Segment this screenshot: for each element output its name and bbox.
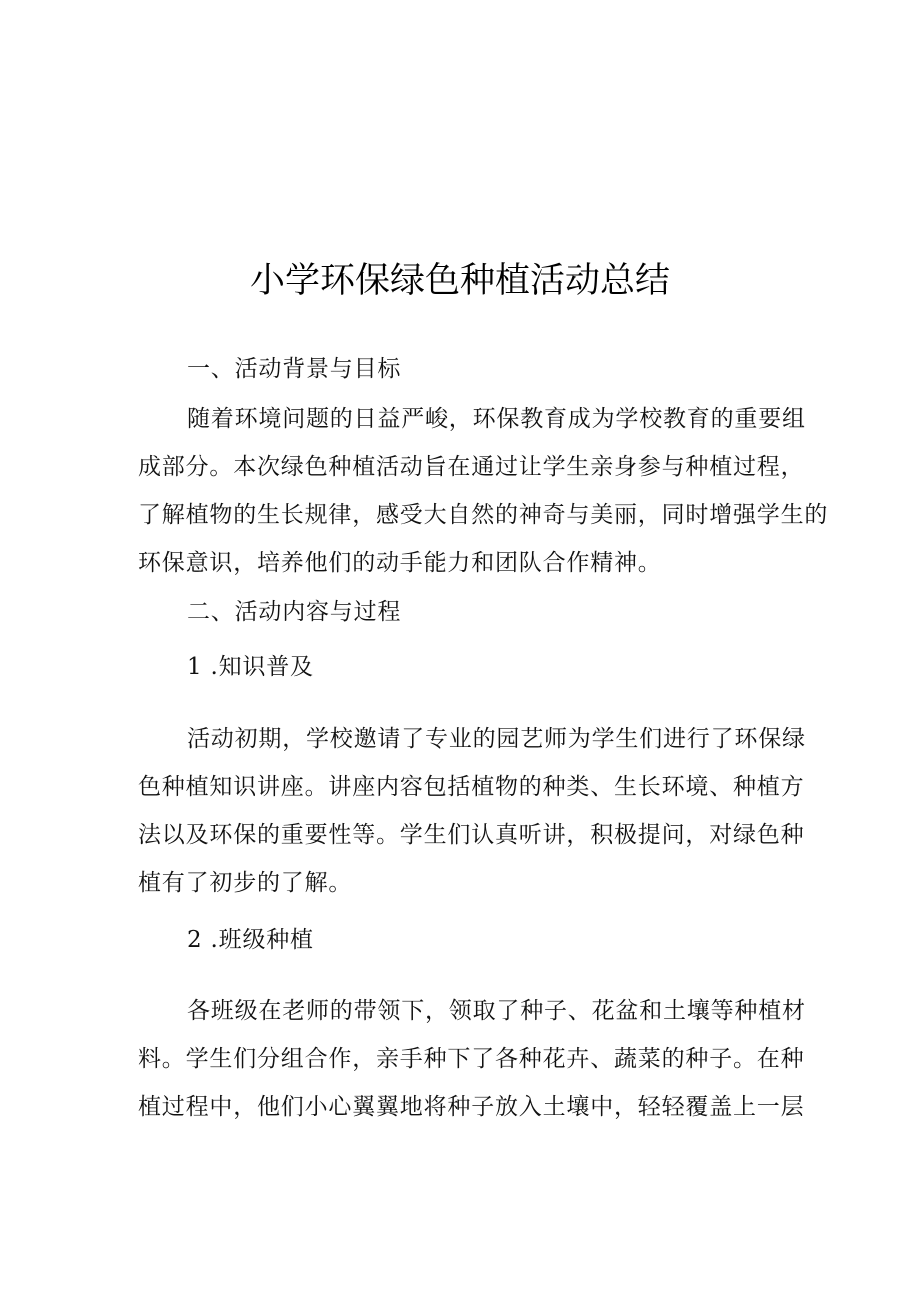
- section-heading: 二、活动内容与过程: [187, 599, 402, 625]
- paragraph-line: 随着环境问题的日益严峻，环保教育成为学校教育的重要组: [187, 406, 806, 432]
- paragraph-line: 了解植物的生长规律，感受大自然的神奇与美丽，同时增强学生的: [138, 502, 829, 528]
- subsection-heading: 1 .知识普及: [187, 654, 314, 680]
- paragraph-line: 植过程中，他们小心翼翼地将种子放入土壤中，轻轻覆盖上一层: [138, 1094, 805, 1120]
- paragraph-line: 料。学生们分组合作，亲手种下了各种花卉、蔬菜的种子。在种: [138, 1046, 805, 1072]
- paragraph-line: 环保意识，培养他们的动手能力和团队合作精神。: [138, 550, 662, 576]
- paragraph-line: 各班级在老师的带领下，领取了种子、花盆和土壤等种植材: [187, 998, 806, 1024]
- paragraph-line: 色种植知识讲座。讲座内容包括植物的种类、生长环境、种植方: [138, 774, 805, 800]
- section-heading: 一、活动背景与目标: [187, 356, 402, 382]
- document-title: 小学环保绿色种植活动总结: [249, 261, 670, 301]
- paragraph-line: 成部分。本次绿色种植活动旨在通过让学生亲身参与种植过程，: [138, 454, 805, 480]
- paragraph-line: 法以及环保的重要性等。学生们认真听讲，积极提问，对绿色种: [138, 822, 805, 848]
- paragraph-line: 活动初期，学校邀请了专业的园艺师为学生们进行了环保绿: [187, 726, 806, 752]
- paragraph-line: 植有了初步的了解。: [138, 870, 353, 896]
- subsection-heading: 2 .班级种植: [187, 927, 314, 953]
